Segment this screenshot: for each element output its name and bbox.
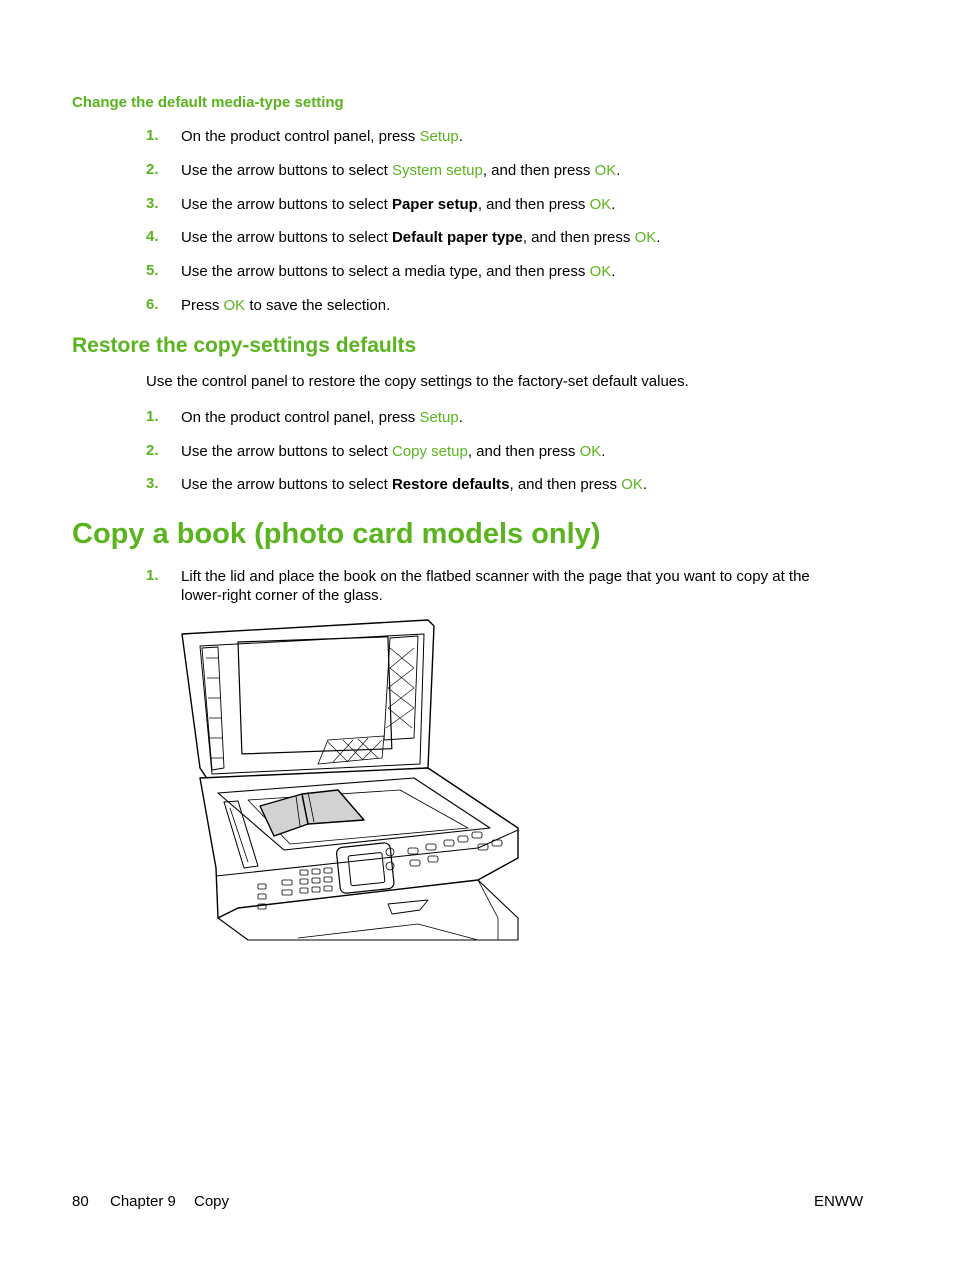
chapter-title: Copy <box>194 1193 230 1210</box>
section-heading: Restore the copy-settings defaults <box>72 334 417 357</box>
footer-right-label: ENWW <box>814 1193 864 1210</box>
chapter-label: Chapter 9 <box>110 1193 176 1210</box>
page-number: 80 <box>72 1193 89 1210</box>
subsection-heading: Change the default media-type setting <box>72 94 344 111</box>
chapter-section-heading: Copy a book (photo card models only) <box>72 518 601 550</box>
intro-paragraph: Use the control panel to restore the copy settings to the factory-set default values. <box>146 373 689 390</box>
scanner-illustration <box>178 618 528 943</box>
